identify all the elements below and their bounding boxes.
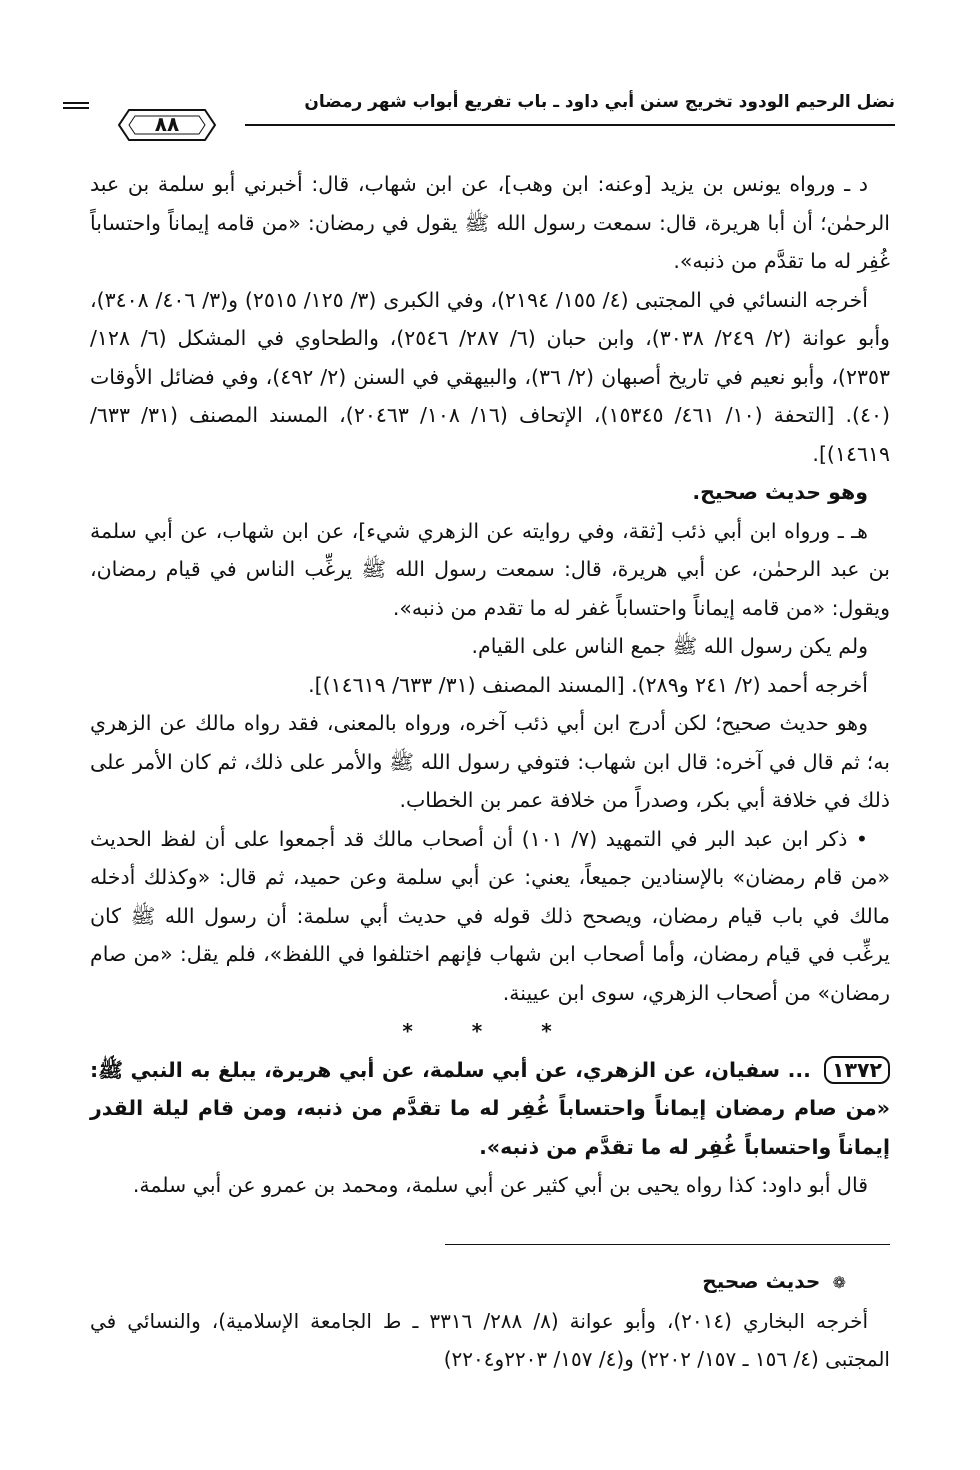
footnote <box>90 1262 890 1378</box>
main-text <box>90 165 890 1205</box>
hadith-entry <box>90 1051 890 1167</box>
footnote-rule <box>445 1244 890 1245</box>
page-header <box>95 90 895 150</box>
paragraph-yunus: د ـ ورواه يونس بن يزيد [وعنه: ابن وهب]، عن ابن شهاب، قال: أخبرني أبو سلمة بن عبد الرحمٰن؛ أن أبا هريرة، قال: سمعت رسول الله ﷺ يقول في رمضان: «من قامه إيماناً واحتساباً غُفِر له ما تقدَّم من ذنبه». <box>90 172 890 273</box>
footnote-text: أخرجه البخاري (٢٠١٤)، وأبو عوانة (٨/ ٢٨٨/ ٣٣١٦ ـ ط الجامعة الإسلامية)، والنسائي في المجتبى (٤/ ١٥٦ ـ ١٥٧/ ٢٢٠٢) و(٤/ ١٥٧/ ٢٢٠٣و٢٢٠٤) <box>90 1309 890 1371</box>
paragraph-ibn-abi-dhib: هـ ـ ورواه ابن أبي ذئب [ثقة، وفي روايته عن الزهري شيء]، عن ابن شهاب، عن أبي سلمة بن عبد الرحمٰن، عن أبي هريرة، قال: سمعت رسول الله ﷺ يرغِّب الناس في قيام رمضان، ويقول: «من قامه إيماناً واحتساباً غفر له ما تقدم من ذنبه». <box>90 518 890 620</box>
footnote-heading: حديث صحيح <box>702 1269 821 1293</box>
paragraph-ibn-abd-al-barr: • ذكر ابن عبد البر في التمهيد (٧/ ١٠١) أن أصحاب مالك قد أجمعوا على أن لفظ الحديث «من قام رمضان» بالإسنادين جميعاً، يعني: عن أبي سلمة وعن حميد، ثم قال: «وكذلك أدخله مالك في باب قيام رمضان، ويصحح ذلك قوله في حديث أبي سلمة: أن رسول الله ﷺ كان يرغِّب في قيام رمضان، وأما أصحاب ابن شهاب فإنهم اختلفوا في اللفظ»، فلم يقل: «من صام رمضان» من أصحاب الزهري، سوى ابن عيينة. <box>90 826 890 1005</box>
section-separator: * * * <box>402 1019 578 1043</box>
header-rule <box>245 124 895 126</box>
paragraph-note: ولم يكن رسول الله ﷺ جمع الناس على القيام. <box>471 634 868 658</box>
paragraph-takhrij-2: أخرجه أحمد (٢/ ٢٤١ و٢٨٩). [المسند المصنف (٣١/ ٦٣٣/ ١٤٦١٩)]. <box>308 672 868 697</box>
hadith-number: ١٣٧٢ <box>824 1056 890 1084</box>
abu-dawud-comment: قال أبو داود: كذا رواه يحيى بن أبي كثير عن أبي سلمة، ومحمد بن عمرو عن أبي سلمة. <box>132 1173 868 1197</box>
paragraph-takhrij-1: أخرجه النسائي في المجتبى (٤/ ١٥٥/ ٢١٩٤)، وفي الكبرى (٣/ ١٢٥/ ٢٥١٥) و(٣/ ٤٠٦/ ٣٤٠٨)، وأبو عوانة (٢/ ٢٤٩/ ٣٠٣٨)، وابن حبان (٦/ ٢٨٧/ ٢٥٤٦)، والطحاوي في المشكل (٦/ ١٢٨/ ٢٣٥٣)، وأبو نعيم في تاريخ أصبهان (٢/ ٣٦)، والبيهقي في السنن (٢/ ٤٩٢)، وفي فضائل الأوقات (٤٠). [التحفة (١٠/ ٤٦١/ ١٥٣٤٥)، الإتحاف (١٦/ ١٠٨/ ٢٠٤٦٣)، المسند المصنف (٣١/ ٦٣٣/ ١٤٦١٩)]. <box>90 287 891 466</box>
page-number-frame <box>117 108 217 142</box>
paragraph-ruling-2: وهو حديث صحيح؛ لكن أدرج ابن أبي ذئب آخره، ورواه بالمعنى، فقد رواه مالك عن الزهري به؛ ثم قال في آخره: قال ابن شهاب: فتوفي رسول الله ﷺ والأمر على ذلك، ثم كان الأمر على ذلك في خلافة أبي بكر، وصدراً من خلافة عمر بن الخطاب. <box>90 711 890 812</box>
page-number: ٨٨ <box>154 112 180 136</box>
header-double-rule <box>63 102 89 109</box>
hadith-text: ... سفيان، عن الزهري، عن أبي سلمة، عن أبي هريرة، يبلغ به النبي ﷺ: «من صام رمضان إيماناً واحتساباً غُفِر له ما تقدَّم من ذنبه، ومن قام ليلة القدر إيماناً واحتساباً غُفِر له ما تقدَّم من ذنبه». <box>90 1057 890 1159</box>
flower-icon: ❁ <box>832 1273 846 1292</box>
footnote-heading-line <box>90 1262 890 1302</box>
running-title: نضل الرحيم الودود تخريج سنن أبي داود ـ باب تفريع أبواب شهر رمضان <box>304 92 895 112</box>
paragraph-ruling-1: وهو حديث صحيح. <box>692 480 868 504</box>
